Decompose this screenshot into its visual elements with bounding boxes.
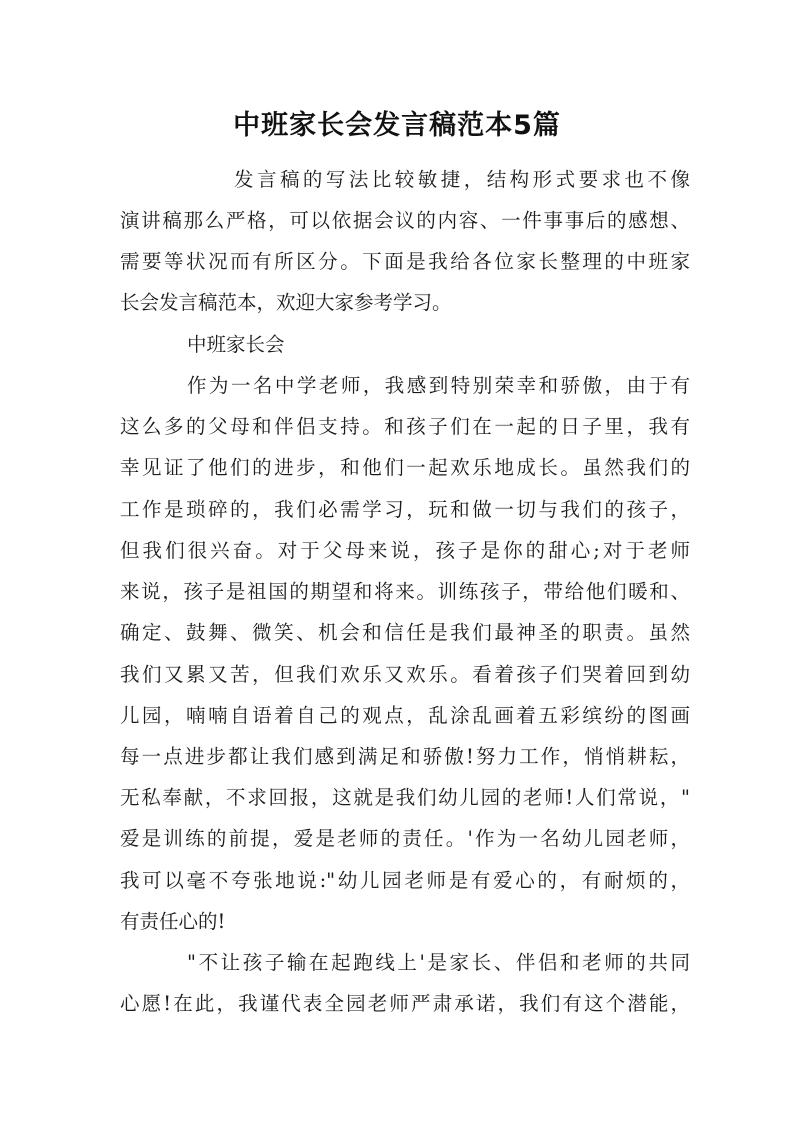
intro-line-2: 演讲稿那么严格，可以依据会议的内容、一件事事后的感想、 <box>120 209 690 232</box>
body-line-15: "不让孩子输在起跑线上'是家长、伴侣和老师的共同 <box>187 951 690 974</box>
body-line-7: 确定、鼓舞、微笑、机会和信任是我们最神圣的职责。虽然 <box>120 621 690 644</box>
body-line-3: 幸见证了他们的进步，和他们一起欢乐地成长。虽然我们的 <box>120 456 690 479</box>
intro-line-3: 需要等状况而有所区分。下面是我给各位家长整理的中班家 <box>120 250 690 273</box>
intro-line-1: 发言稿的写法比较敏捷，结构形式要求也不像 <box>234 168 690 191</box>
section-heading: 中班家长会 <box>187 333 285 356</box>
body-line-14: 有责任心的! <box>120 910 226 933</box>
body-line-12: 爱是训练的前提，爱是老师的责任。'作为一名幼儿园老师， <box>120 827 690 850</box>
body-line-2: 这么多的父母和伴侣支持。和孩子们在一起的日子里，我有 <box>120 415 690 438</box>
body-line-4: 工作是琐碎的，我们必需学习，玩和做一切与我们的孩子， <box>120 498 690 521</box>
body-line-16: 心愿!在此，我谨代表全园老师严肃承诺，我们有这个潜能， <box>120 992 690 1015</box>
body-line-6: 来说，孩子是祖国的期望和将来。训练孩子，带给他们暖和、 <box>120 580 690 603</box>
body-line-9: 儿园，喃喃自语着自己的观点，乱涂乱画着五彩缤纷的图画 <box>120 704 690 727</box>
body-line-1: 作为一名中学老师，我感到特别荣幸和骄傲，由于有 <box>187 374 690 397</box>
body-line-10: 每一点进步都让我们感到满足和骄傲!努力工作，悄悄耕耘， <box>120 745 690 768</box>
body-line-11: 无私奉献，不求回报，这就是我们幼儿园的老师!人们常说，" <box>120 786 690 809</box>
body-line-13: 我可以毫不夸张地说:"幼儿园老师是有爱心的，有耐烦的， <box>120 869 690 892</box>
body-line-8: 我们又累又苦，但我们欢乐又欢乐。看着孩子们哭着回到幼 <box>120 663 690 686</box>
document-title: 中班家长会发言稿范本5篇 <box>233 110 561 141</box>
intro-line-4: 长会发言稿范本，欢迎大家参考学习。 <box>120 291 452 314</box>
body-line-5: 但我们很兴奋。对于父母来说，孩子是你的甜心;对于老师 <box>120 539 690 562</box>
